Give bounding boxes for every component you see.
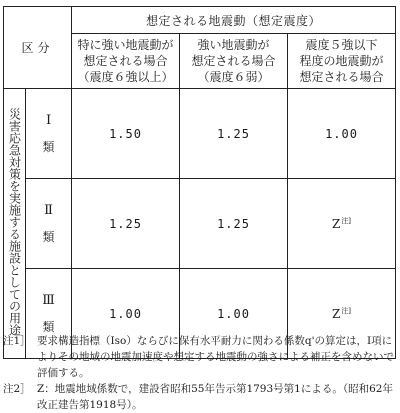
- z-symbol: Z: [331, 307, 341, 321]
- table-row: [4, 179, 396, 269]
- column-header-line: 想定される場合: [299, 70, 384, 84]
- value-cell: 1.25: [180, 89, 288, 179]
- row-group-label-text: 災害応急対策を実施する施設としての用途: [7, 108, 22, 336]
- column-header-line: 震度５強以下: [305, 38, 378, 52]
- value-cell: 1.00: [180, 269, 288, 359]
- class-number: Ⅰ: [45, 112, 52, 128]
- column-header-line: 強い地震動が: [197, 38, 270, 52]
- footnotes: [3, 333, 397, 413]
- z-symbol: Z: [331, 217, 341, 231]
- value-cell: [288, 179, 396, 269]
- class-suffix: 類: [42, 229, 55, 244]
- value-cell: 1.25: [180, 179, 288, 269]
- footnote-label: 注2］: [3, 383, 31, 395]
- ground-motion-group-header: 想定される地震動（想定震度）: [72, 7, 396, 34]
- value-cell: 1.00: [288, 89, 396, 179]
- footnote-text: Z：地震地域係数で，建設省昭和55年告示第1793号第1による。（昭和62年改正建告第1918号）。: [37, 383, 393, 411]
- value-cell: 1.25: [72, 179, 180, 269]
- footnote: [3, 381, 397, 413]
- kubun-header: 区分: [4, 7, 72, 89]
- column-header-strong-plus: [72, 34, 180, 89]
- row-group-label: [4, 89, 26, 359]
- column-header-line: （震度６強以上）: [77, 70, 174, 84]
- table-row: [4, 89, 396, 179]
- column-header-line: 特に強い地震動が: [77, 38, 174, 52]
- seismic-coefficient-table: [3, 6, 396, 359]
- footnote-text: 要求構造指標（Iso）ならびに保有水平耐力に関わる係数q'の算定は，Ⅰ項によりその地域の地震加速度や想定する地震動の強さによる補正を含めないで評価する。: [37, 335, 394, 379]
- class-label: [26, 89, 72, 179]
- note-ref: 注]: [341, 307, 352, 315]
- class-label: [26, 179, 72, 269]
- column-header-strong: [180, 34, 288, 89]
- column-header-moderate: [288, 34, 396, 89]
- note-ref: 注]: [341, 217, 352, 225]
- value-cell: 1.50: [72, 89, 180, 179]
- footnote: [3, 333, 397, 381]
- column-header-line: 想定される場合: [191, 54, 276, 68]
- class-suffix: 類: [42, 319, 55, 334]
- footnote-label: 注1］: [3, 335, 31, 347]
- value-cell: 1.00: [72, 269, 180, 359]
- column-header-line: 程度の地震動が: [299, 54, 384, 68]
- column-header-line: 想定される場合: [83, 54, 168, 68]
- class-number: Ⅱ: [44, 202, 53, 218]
- class-suffix: 類: [42, 139, 55, 154]
- class-number: Ⅲ: [42, 292, 55, 308]
- column-header-line: （震度６弱）: [197, 70, 270, 84]
